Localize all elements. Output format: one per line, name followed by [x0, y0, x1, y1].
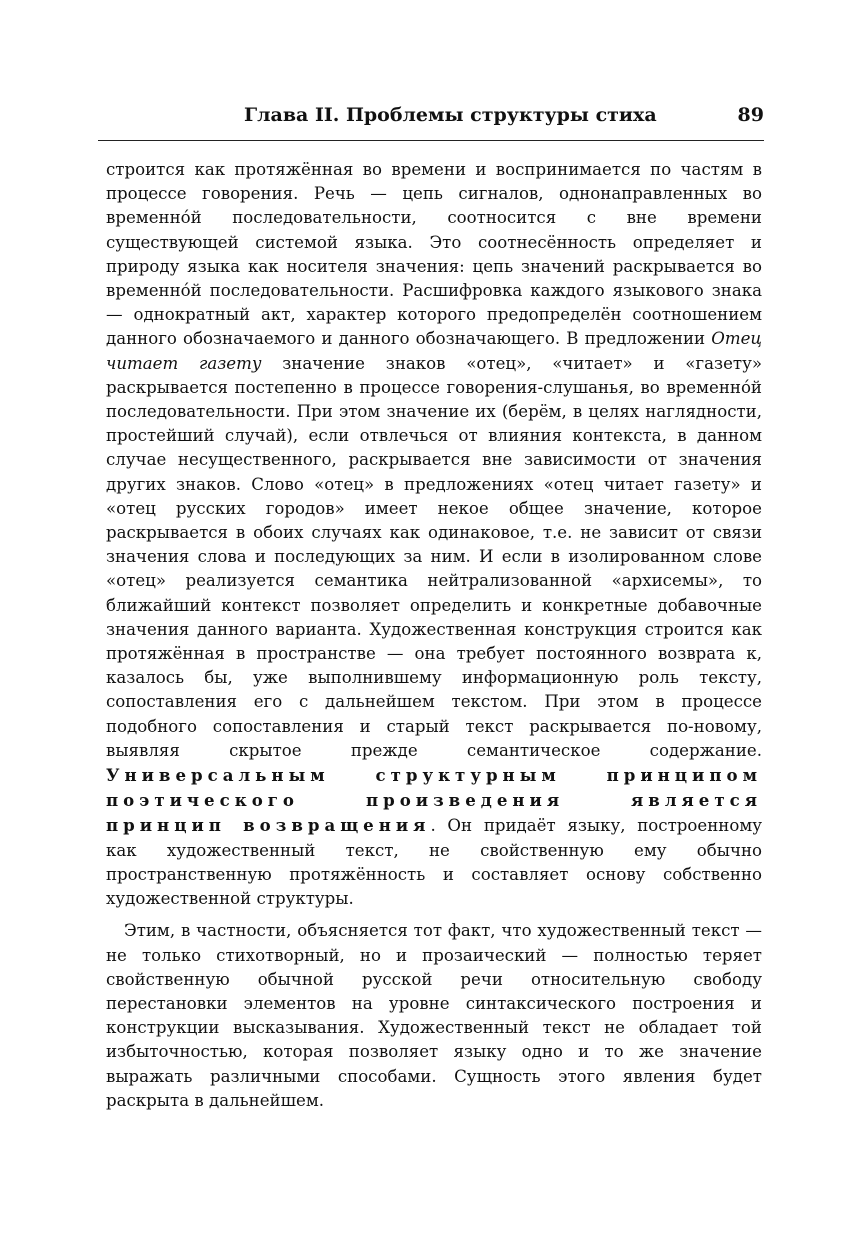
text-run: . Он придаёт языку, построенному как художественный текст, не свойственную ему обычно пространственную протяжённость и составляет основу собственно художественной структуры.	[106, 816, 762, 909]
text-run: значение знаков «отец», «читает» и «газету» раскрывается постепенно в процессе говорения-слушанья, во временно́й последовательности. При этом значение их (берём, в целях наглядности, простейший случай), если отвлечься от влияния контекста, в данном случае несущественного, раскрывается вне зависимости от значения других знаков. Слово «отец» в предложениях «отец читает газету» и «отец русских городов» имеет некое общее значение, которое раскрывается в обоих случаях как одинаковое, т.е. не зависит от связи значения слова и последующих за ним. И если в изолированном слове «отец» реализуется семантика нейтрализованной «архисемы», то ближайший контекст позволяет определить и конкретные добавочные значения данного варианта. Художественная конструкция строится как протяжённая в пространстве — она требует постоянного возврата к, казалось бы, уже выполнившему информационную роль тексту, сопоставления его с дальнейшем текстом. При этом в процессе подобного сопоставления и старый текст раскрывается по-новому, выявляя скрытое прежде семантическое содержание.	[106, 353, 762, 760]
running-header	[98, 104, 764, 138]
spaced-emphasis: Универсальным структурным принципом поэтического произведения является принцип возвращения	[106, 765, 762, 836]
italic-example: Отец читает газету	[106, 329, 762, 373]
chapter-title: Глава II. Проблемы структуры стиха	[244, 104, 657, 126]
paragraph	[106, 919, 762, 1113]
main-text	[106, 158, 762, 1113]
text-run: строится как протяжённая во времени и воспринимается по частям в процессе говорения. Речь — цепь сигналов, однонаправленных во временно́й последовательности, соотносится с вне времени существующей системой языка. Это соотнесённость определяет и природу языка как носителя значения: цепь значений раскрывается во временно́й последовательности. Расшифровка каждого языкового знака — однократный акт, характер которого предопределён соотношением данного обозначаемого и данного обозначающего. В предложении	[106, 160, 762, 349]
page-number: 89	[737, 104, 764, 126]
text-run: Этим, в частности, объясняется тот факт, что художественный текст — не только стихотворный, но и прозаический — полностью теряет свойственную обычной русской речи относительную свободу перестановки элементов на уровне синтаксического построения и конструкции высказывания. Художественный текст не обладает той избыточностью, которая позволяет языку одно и то же значение выражать различными способами. Сущность этого явления будет раскрыта в дальнейшем.	[106, 921, 762, 1110]
paragraph	[106, 158, 762, 911]
header-rule	[98, 140, 764, 141]
